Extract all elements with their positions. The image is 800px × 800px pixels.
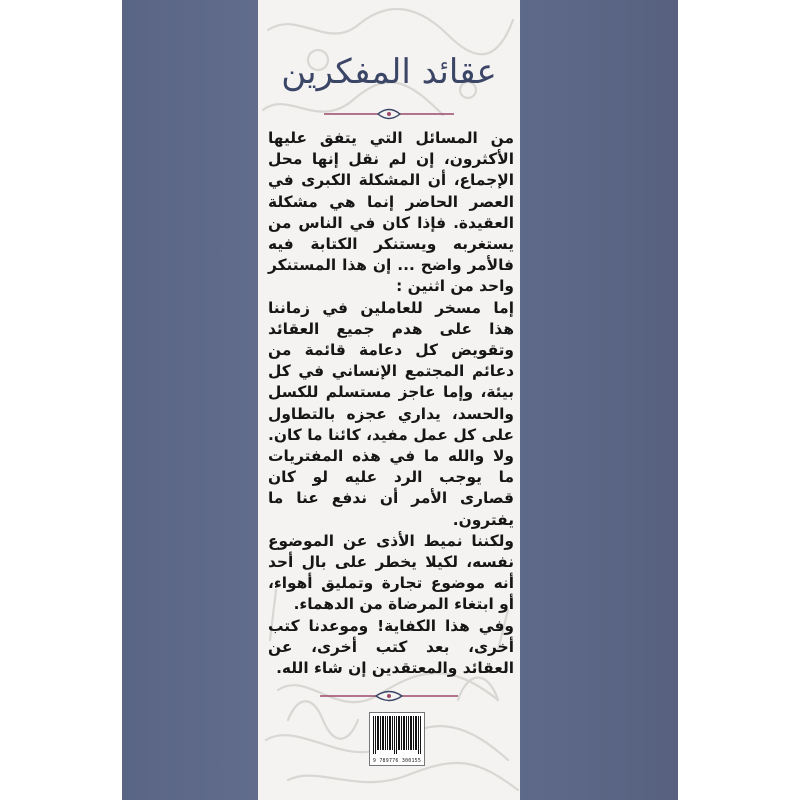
blurb-paragraph-1: من المسائل التي يتفق عليها الأكثرون، إن لم نقل إنها محل الإجماع، أن المشكلة الكبرى في العصر الحاضر إنما هي مشكلة العقيدة. فإذا كان في الناس من يستغربه ويستنكر الكتابة فيه فالأمر واضح ... إن هذا المستنكر واحد من اثنين : — [268, 129, 514, 296]
blurb-paragraph-3: ولكننا نميط الأذى عن الموضوع نفسه، لكيلا يخطر على بال أحد أنه موضوع تجارة وتمليق أهواء، أو ابتغاء المرضاة من الدهماء. — [268, 531, 514, 614]
blurb-paragraph-4: وفي هذا الكفاية! وموعدنا كتب أخرى، بعد كتب أخرى، عن العقائد والمعتقدين إن شاء الله. — [268, 616, 514, 678]
center-panel — [258, 0, 520, 800]
barcode-number: 9 789776 300155 — [372, 758, 422, 764]
barcode-bars — [370, 713, 424, 757]
blurb-text — [268, 128, 514, 678]
blurb-paragraph-2: إما مسخر للعاملين في زماننا هذا على هدم جميع العقائد وتقويض كل دعامة قائمة من دعائم المجتمع الإنساني في كل بيئة، وإما عاجز مستسلم للكسل والحسد، يداري عجزه بالتطاول على كل عمل مفيد، كائنا ما كان. ولا والله ما في هذه المفتريات ما يوجب الرد عليه لو كان قصارى الأمر أن ندفع عنا ما يفترون. — [268, 298, 514, 529]
book-title: عقائد المفكرين — [281, 52, 497, 92]
barcode — [369, 712, 425, 766]
title-ornament — [258, 104, 520, 124]
bottom-ornament — [258, 686, 520, 706]
